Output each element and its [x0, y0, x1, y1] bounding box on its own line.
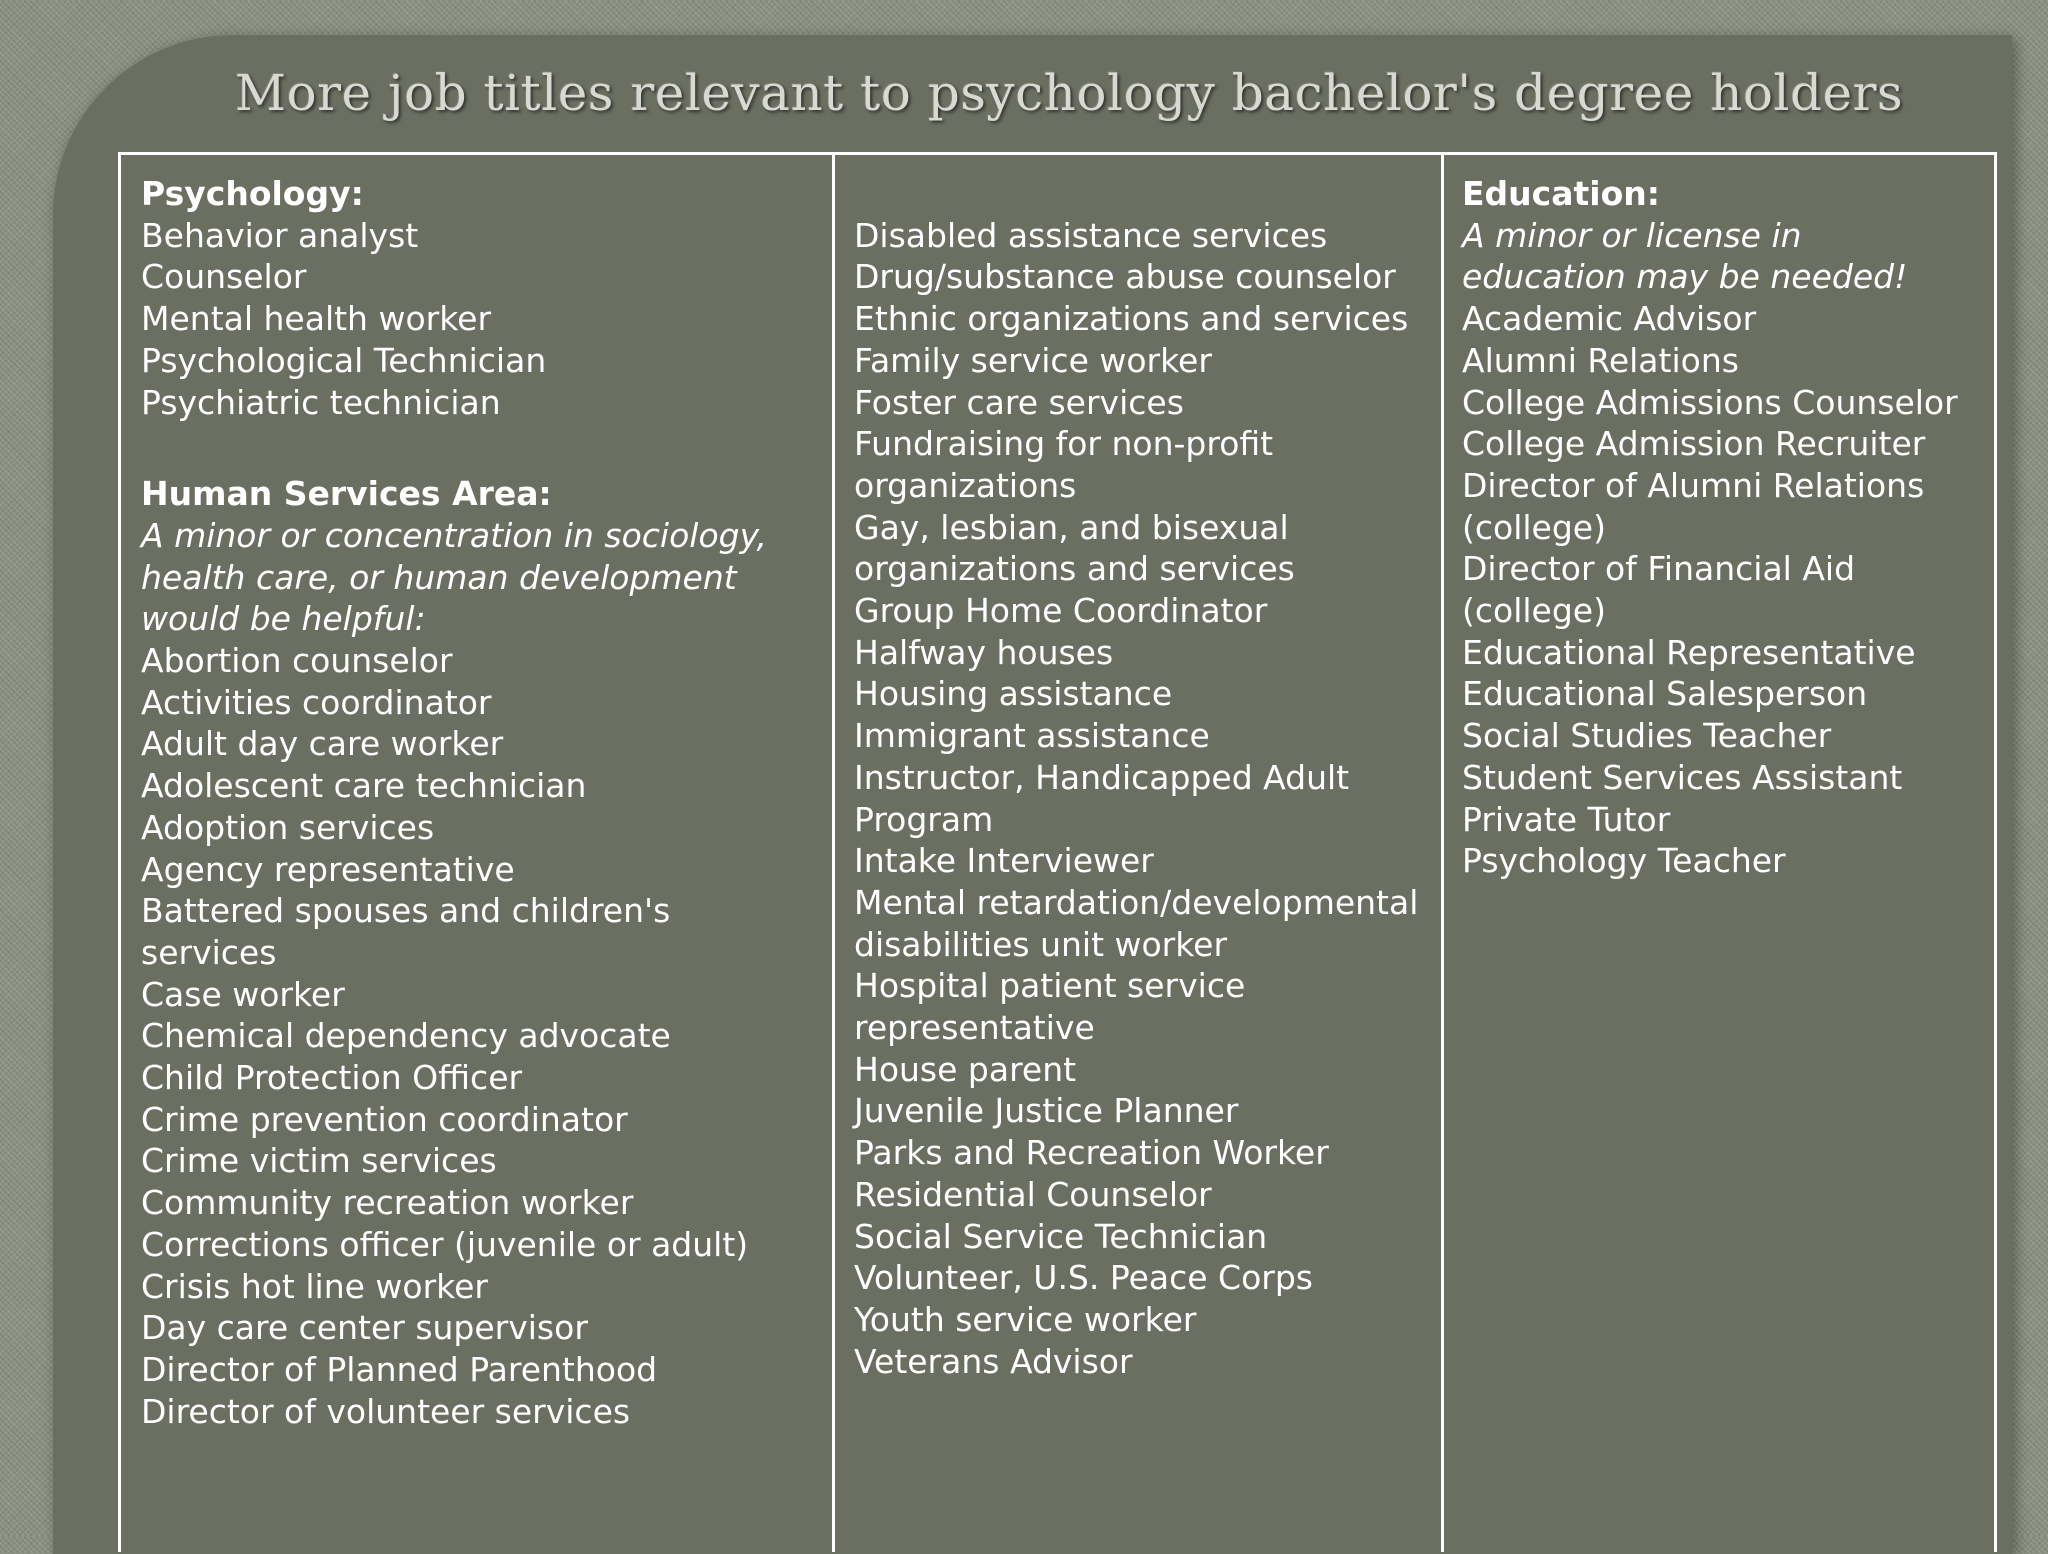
list-item: Adult day care worker	[141, 724, 504, 764]
human-services-list	[141, 640, 812, 1432]
list-item: Social Service Technician	[854, 1216, 1268, 1256]
list-item: Youth service worker	[854, 1299, 1197, 1339]
list-item: Director of Alumni Relations (college)	[1462, 465, 1925, 547]
list-item: Family service worker	[854, 340, 1212, 380]
section-gap	[141, 423, 812, 473]
list-item: Case worker	[141, 974, 345, 1014]
list-item: Psychological Technician	[141, 340, 547, 380]
column-education	[1441, 155, 1994, 1552]
list-item: Academic Advisor	[1462, 299, 1757, 339]
list-item: Alumni Relations	[1462, 340, 1739, 380]
list-item: Counselor	[141, 257, 307, 297]
section-heading-psychology: Psychology:	[141, 174, 364, 213]
list-item: Residential Counselor	[854, 1174, 1212, 1214]
list-item: Volunteer, U.S. Peace Corps	[854, 1258, 1313, 1298]
list-item: Veterans Advisor	[854, 1341, 1133, 1381]
column-human-services-continued	[832, 155, 1441, 1552]
human-services-list-continued	[854, 215, 1421, 1383]
list-item: Immigrant assistance	[854, 716, 1210, 756]
list-item: Gay, lesbian, and bisexual organizations and services	[854, 507, 1295, 589]
list-item: Parks and Recreation Worker	[854, 1133, 1329, 1173]
list-item: Abortion counselor	[141, 641, 453, 681]
list-item: Community recreation worker	[141, 1183, 634, 1223]
list-item: Educational Representative	[1462, 632, 1916, 672]
list-item: Hospital patient service representative	[854, 966, 1246, 1048]
list-item: Chemical dependency advocate	[141, 1016, 671, 1056]
list-item: Fundraising for non-profit organizations	[854, 424, 1274, 505]
list-item: Director of Planned Parenthood	[141, 1349, 658, 1389]
section-heading-education: Education:	[1462, 174, 1660, 213]
list-item: Agency representative	[141, 849, 515, 889]
list-item: Child Protection Officer	[141, 1058, 523, 1098]
list-item: Director of Financial Aid (college)	[1462, 549, 1856, 631]
list-item: Student Services Assistant	[1462, 757, 1903, 797]
list-item: College Admission Recruiter	[1462, 424, 1926, 464]
list-item: Adolescent care technician	[141, 766, 587, 806]
list-item: Day care center supervisor	[141, 1308, 588, 1348]
list-item: Battered spouses and children's services	[141, 891, 671, 972]
list-item: Corrections officer (juvenile or adult)	[141, 1224, 749, 1264]
psychology-list	[141, 215, 812, 424]
list-item: Crime victim services	[141, 1141, 497, 1181]
list-item: Group Home Coordinator	[854, 591, 1268, 631]
list-item: Drug/substance abuse counselor	[854, 257, 1396, 297]
section-note-education: A minor or license in education may be needed!	[1462, 215, 1908, 297]
list-item: Halfway houses	[854, 632, 1114, 672]
list-item: Educational Salesperson	[1462, 674, 1868, 714]
column-psychology-human-services	[121, 155, 832, 1552]
education-list	[1462, 298, 1974, 882]
list-item: Activities coordinator	[141, 682, 492, 722]
list-item: Social Studies Teacher	[1462, 716, 1832, 756]
list-item: Ethnic organizations and services	[854, 299, 1409, 339]
list-item: Psychiatric technician	[141, 382, 501, 422]
list-item: Juvenile Justice Planner	[854, 1091, 1239, 1131]
list-item: College Admissions Counselor	[1462, 382, 1958, 422]
list-item: Behavior analyst	[141, 215, 419, 255]
list-item: Adoption services	[141, 807, 435, 847]
list-item: Private Tutor	[1462, 799, 1671, 839]
slide-title: More job titles relevant to psychology bachelor's degree holders	[234, 64, 1904, 122]
list-item: Mental retardation/developmental disabilities unit worker	[854, 882, 1419, 964]
list-item: Intake Interviewer	[854, 841, 1154, 881]
list-item: Crime prevention coordinator	[141, 1099, 628, 1139]
list-item: Mental health worker	[141, 299, 492, 339]
list-item: Psychology Teacher	[1462, 841, 1786, 881]
section-note-human-services: A minor or concentration in sociology, health care, or human development would be helpful:	[141, 515, 768, 639]
list-item: House parent	[854, 1049, 1077, 1089]
list-item: Crisis hot line worker	[141, 1266, 488, 1306]
list-item: Foster care services	[854, 382, 1184, 422]
list-item: Director of volunteer services	[141, 1391, 631, 1431]
job-titles-table	[118, 152, 1997, 1552]
section-heading-human-services: Human Services Area:	[141, 474, 552, 514]
list-item: Disabled assistance services	[854, 215, 1328, 255]
list-item: Instructor, Handicapped Adult Program	[854, 757, 1350, 839]
list-item: Housing assistance	[854, 674, 1173, 714]
